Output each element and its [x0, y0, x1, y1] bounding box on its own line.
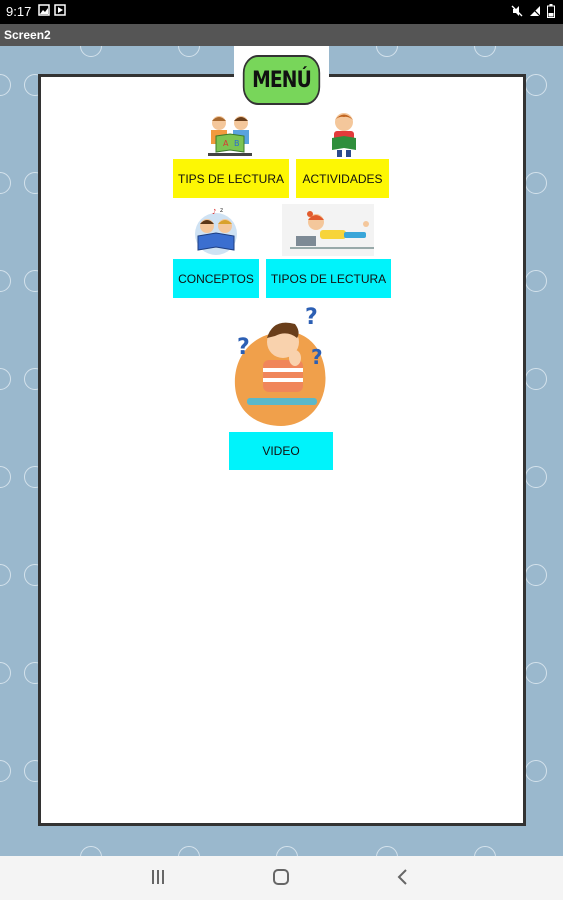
decorative-circle [525, 270, 547, 292]
cast-notification-icon [54, 4, 66, 16]
no-signal-icon [529, 5, 541, 17]
back-icon[interactable] [396, 868, 410, 886]
decorative-circle [474, 46, 496, 57]
decorative-circle [376, 846, 398, 856]
decorative-circle [525, 662, 547, 684]
mute-icon [511, 5, 523, 17]
tipos-de-lectura-button[interactable]: TIPOS DE LECTURA [266, 259, 391, 298]
decorative-circle [276, 846, 298, 856]
decorative-circle [178, 846, 200, 856]
conceptos-button[interactable]: CONCEPTOS [173, 259, 259, 298]
decorative-circle [525, 368, 547, 390]
svg-text:?: ? [311, 345, 323, 369]
decorative-circle [0, 662, 11, 684]
svg-text:B: B [234, 139, 240, 148]
decorative-circle [0, 564, 11, 586]
decorative-circle [80, 46, 102, 57]
decorative-circle [525, 466, 547, 488]
decorative-circle [0, 270, 11, 292]
recents-icon[interactable] [150, 868, 166, 886]
svg-text:?: ? [237, 335, 250, 360]
decorative-circle [525, 760, 547, 782]
svg-text:z: z [220, 207, 224, 214]
girl-reading-tablet-picture [282, 204, 374, 256]
decorative-circle [525, 74, 547, 96]
status-bar [0, 0, 563, 24]
svg-text:A: A [223, 139, 229, 148]
app-title: Screen2 [4, 28, 51, 42]
decorative-circle [525, 564, 547, 586]
decorative-circle [0, 466, 11, 488]
decorative-circle [178, 46, 200, 57]
kids-reading-picture [204, 112, 256, 158]
video-button[interactable]: VIDEO [229, 432, 333, 470]
battery-icon [547, 4, 555, 18]
decorative-circle [80, 846, 102, 856]
decorative-circle [0, 172, 11, 194]
tips-de-lectura-button[interactable]: TIPS DE LECTURA [173, 159, 289, 198]
thinking-boy-picture [229, 302, 333, 428]
navigation-bar [0, 856, 563, 900]
decorative-circle [0, 760, 11, 782]
decorative-circle [474, 846, 496, 856]
app-title-bar [0, 24, 563, 46]
decorative-circle [0, 74, 11, 96]
decorative-circle [376, 46, 398, 57]
actividades-button[interactable]: ACTIVIDADES [296, 159, 389, 198]
image-notification-icon [38, 4, 50, 16]
status-time: 9:17 [6, 4, 32, 19]
svg-text:?: ? [305, 305, 318, 330]
boy-reading-picture [326, 110, 362, 158]
svg-text:♪: ♪ [212, 208, 217, 216]
decorative-circle [525, 172, 547, 194]
menu-header: MENÚ [243, 55, 320, 105]
home-icon[interactable] [272, 868, 290, 886]
decorative-circle [0, 368, 11, 390]
kids-with-book-picture [190, 204, 242, 256]
